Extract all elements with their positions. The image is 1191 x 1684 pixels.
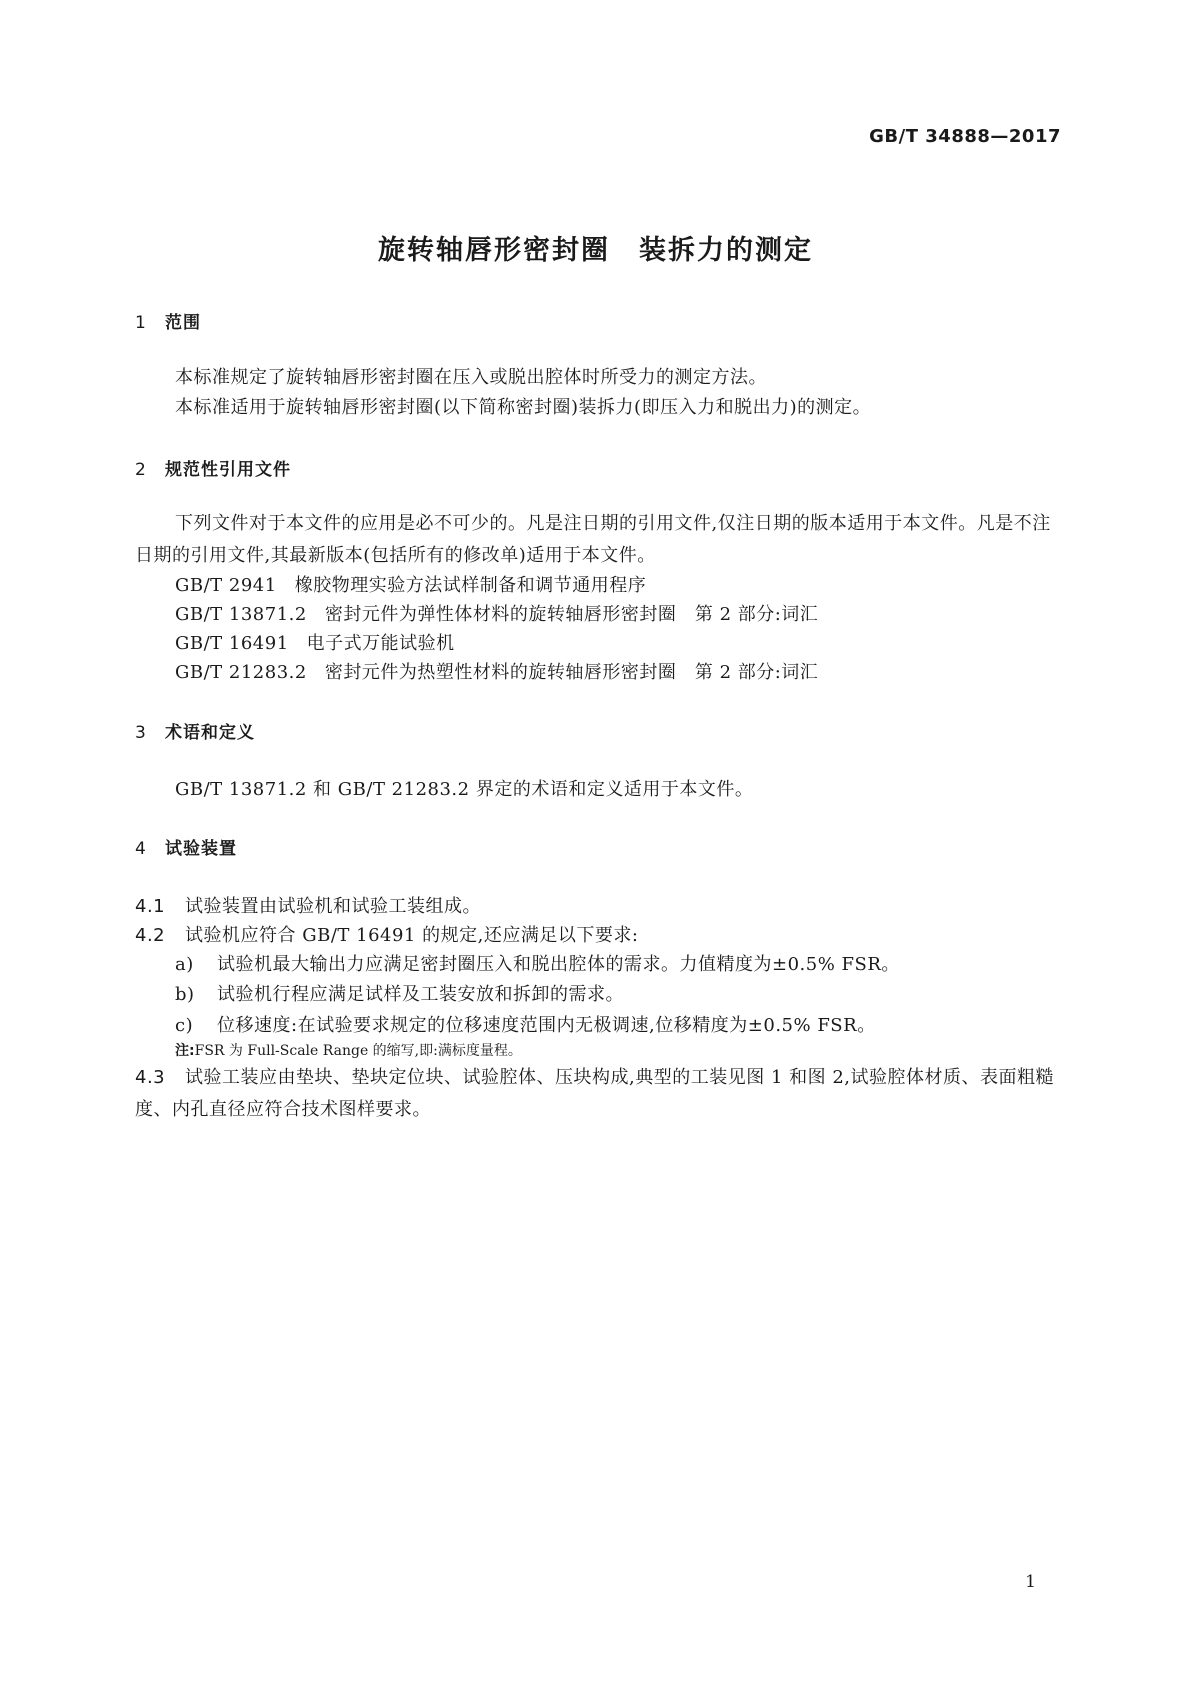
reference-title: 密封元件为热塑性材料的旋转轴唇形密封圈 第 2 部分:词汇 bbox=[324, 662, 819, 683]
section-1-title: 范围 bbox=[165, 313, 201, 333]
clause-4-1 bbox=[135, 892, 481, 918]
list-item-label: c) bbox=[175, 1015, 194, 1036]
list-item-text: 试验机行程应满足试样及工装安放和拆卸的需求。 bbox=[217, 984, 624, 1005]
list-item-text: 位移速度:在试验要求规定的位移速度范围内无极调速,位移精度为±0.5% FSR。 bbox=[217, 1015, 876, 1036]
clause-number: 4.2 bbox=[135, 925, 166, 946]
section-4-number: 4 bbox=[135, 839, 147, 859]
section-1-paragraph-1: 本标准规定了旋转轴唇形密封圈在压入或脱出腔体时所受力的测定方法。 bbox=[175, 367, 767, 388]
section-4-heading bbox=[135, 834, 237, 859]
clause-text: 试验工装应由垫块、垫块定位块、试验腔体、压块构成,典型的工装见图 1 和图 2,试验腔体材质、表面粗糙度、内孔直径应符合技术图样要求。 bbox=[135, 1067, 1055, 1120]
clause-4-3 bbox=[135, 1062, 1060, 1126]
section-2-intro: 下列文件对于本文件的应用是必不可少的。凡是注日期的引用文件,仅注日期的版本适用于本文件。凡是不注日期的引用文件,其最新版本(包括所有的修改单)适用于本文件。 bbox=[135, 513, 1051, 566]
section-3-number: 3 bbox=[135, 723, 147, 743]
standard-number: GB/T 34888—2017 bbox=[869, 126, 1061, 147]
reference-code: GB/T 21283.2 bbox=[175, 662, 307, 683]
section-2-title: 规范性引用文件 bbox=[165, 460, 291, 480]
reference-title: 橡胶物理实验方法试样制备和调节通用程序 bbox=[294, 575, 647, 596]
section-1-paragraph-2: 本标准适用于旋转轴唇形密封圈(以下简称密封圈)装拆力(即压入力和脱出力)的测定。 bbox=[175, 397, 872, 418]
section-3-title: 术语和定义 bbox=[165, 723, 255, 743]
clause-text: 试验机应符合 GB/T 16491 的规定,还应满足以下要求: bbox=[185, 925, 639, 946]
note-label: 注: bbox=[175, 1043, 195, 1059]
list-item bbox=[175, 950, 900, 976]
reference-title: 密封元件为弹性体材料的旋转轴唇形密封圈 第 2 部分:词汇 bbox=[324, 604, 819, 625]
clause-4-2 bbox=[135, 921, 638, 947]
reference-item bbox=[175, 658, 818, 684]
note-text: FSR 为 Full-Scale Range 的缩写,即:满标度量程。 bbox=[194, 1043, 522, 1059]
list-item-text: 试验机最大输出力应满足密封圈压入和脱出腔体的需求。力值精度为±0.5% FSR。 bbox=[217, 954, 900, 975]
clause-text: 试验装置由试验机和试验工装组成。 bbox=[185, 896, 481, 917]
section-4-title: 试验装置 bbox=[165, 839, 237, 859]
section-2-number: 2 bbox=[135, 460, 147, 480]
list-item bbox=[175, 1011, 876, 1037]
section-1-heading bbox=[135, 308, 201, 333]
section-2-heading bbox=[135, 455, 291, 480]
page-number: 1 bbox=[1025, 1572, 1036, 1592]
reference-code: GB/T 2941 bbox=[175, 575, 277, 596]
note bbox=[175, 1040, 522, 1060]
clause-number: 4.3 bbox=[135, 1067, 166, 1088]
reference-item bbox=[175, 600, 818, 626]
section-3-heading bbox=[135, 718, 255, 743]
reference-title: 电子式万能试验机 bbox=[306, 633, 455, 654]
section-1-number: 1 bbox=[135, 313, 147, 333]
reference-code: GB/T 16491 bbox=[175, 633, 289, 654]
list-item-label: b) bbox=[175, 984, 195, 1005]
reference-item bbox=[175, 629, 455, 655]
clause-number: 4.1 bbox=[135, 896, 166, 917]
list-item bbox=[175, 980, 624, 1006]
section-3-text: GB/T 13871.2 和 GB/T 21283.2 界定的术语和定义适用于本文件。 bbox=[175, 779, 754, 800]
list-item-label: a) bbox=[175, 954, 194, 975]
reference-code: GB/T 13871.2 bbox=[175, 604, 307, 625]
reference-item bbox=[175, 571, 646, 597]
document-title: 旋转轴唇形密封圈 装拆力的测定 bbox=[378, 235, 813, 266]
